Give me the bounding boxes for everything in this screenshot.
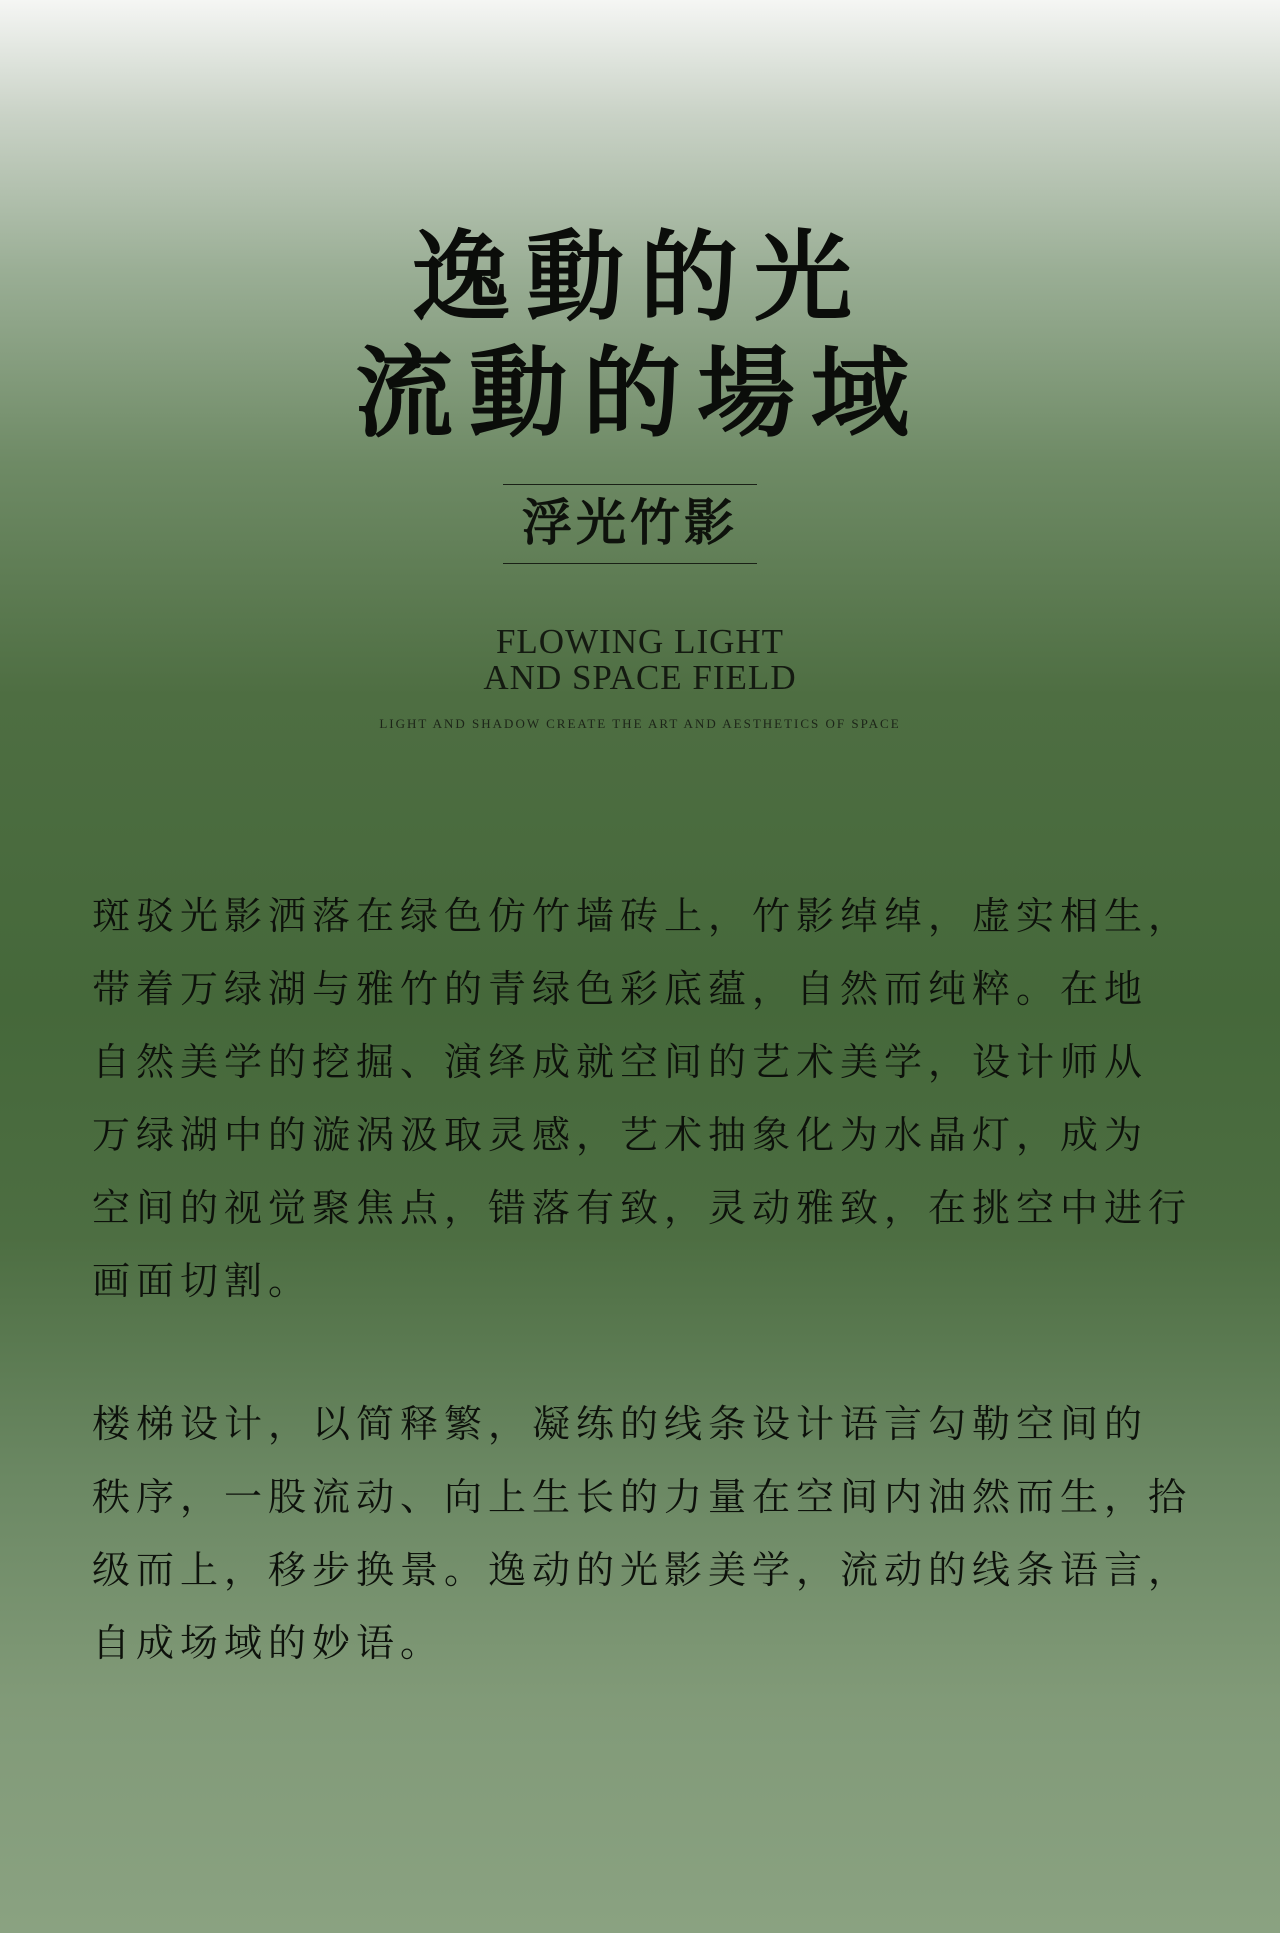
- paragraph-line: 带着万绿湖与雅竹的青绿色彩底蕴，自然而纯粹。在地: [92, 967, 1149, 1011]
- paragraph-line: 画面切割。: [92, 1259, 313, 1303]
- paragraph-line: 斑驳光影洒落在绿色仿竹墙砖上，竹影绰绰，虚实相生，: [92, 894, 1193, 938]
- paragraph-line: 自然美学的挖掘、演绎成就空间的艺术美学，设计师从: [92, 1040, 1149, 1084]
- subtitle-frame: [503, 484, 757, 564]
- english-subtitle: LIGHT AND SHADOW CREATE THE ART AND AESTHETICS OF SPACE: [379, 716, 901, 731]
- paragraph-line: 万绿湖中的漩涡汲取灵感，艺术抽象化为水晶灯，成为: [92, 1113, 1149, 1157]
- english-title-line-1: FLOWING LIGHT: [495, 622, 785, 661]
- paragraph-line: 秩序，一股流动、向上生长的力量在空间内油然而生，拾: [92, 1475, 1193, 1519]
- paragraph-line: 楼梯设计，以简释繁，凝练的线条设计语言勾勒空间的: [92, 1402, 1149, 1446]
- english-title-line-2: AND SPACE FIELD: [483, 658, 797, 697]
- paragraph-2: [92, 1388, 1202, 1680]
- title-line-2: 流動的場域: [354, 336, 925, 451]
- paragraph-line: 空间的视觉聚焦点，错落有致，灵动雅致，在挑空中进行: [92, 1186, 1193, 1230]
- paragraph-1: [92, 880, 1202, 1318]
- paragraph-line: 自成场域的妙语。: [92, 1621, 445, 1665]
- title-line-1: 逸動的光: [411, 220, 868, 335]
- subtitle: 浮光竹影: [522, 493, 738, 552]
- main-title: [0, 220, 1280, 452]
- english-title: [0, 624, 1280, 696]
- paragraph-line: 级而上，移步换景。逸动的光影美学，流动的线条语言，: [92, 1548, 1193, 1592]
